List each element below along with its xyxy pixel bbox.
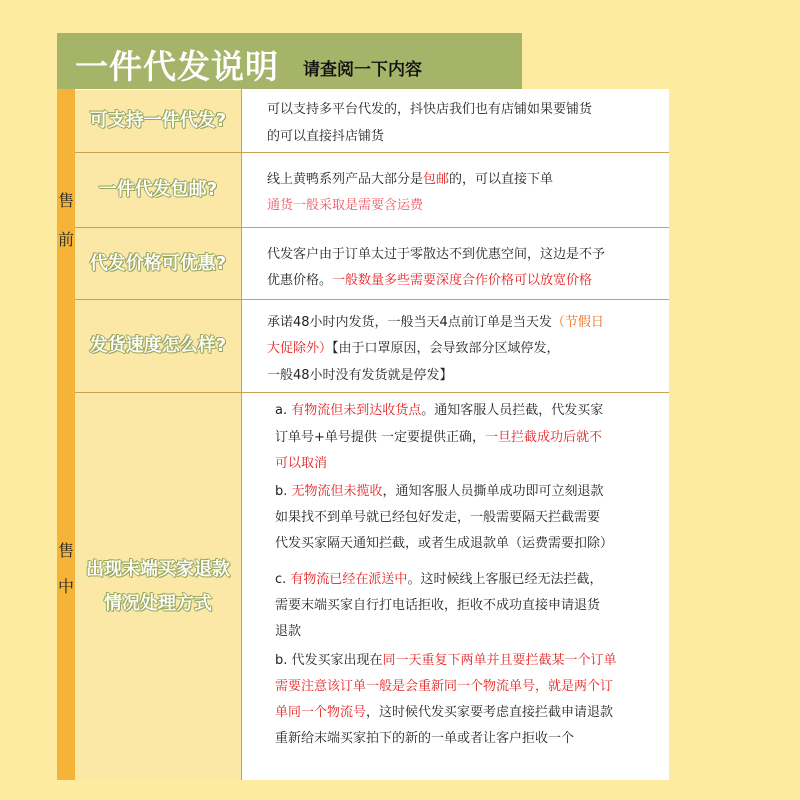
highlighted-text: 需要注意该订单一般是会重新同一个物流单号，就是两个订: [275, 679, 614, 694]
answer-text: 的，可以直接下单: [449, 172, 554, 187]
answer-text: ，这时候代发买家要考虑直接拦截申请退款: [366, 705, 614, 720]
row-divider: [75, 299, 669, 300]
highlighted-text: （节假日: [551, 315, 604, 330]
answer-text: 退款: [275, 624, 302, 639]
answer-text: 可以支持多平台代发的，抖快店我们也有店铺如果要铺货: [267, 102, 593, 117]
answer-text: c.: [275, 572, 291, 587]
highlighted-text: 一旦拦截成功后就不: [485, 430, 603, 445]
question-text: 情况处理方式: [104, 592, 212, 614]
answer-line: [267, 363, 453, 389]
question-text: 一件代发包邮?: [98, 179, 218, 200]
question-text: 可支持一件代发?: [89, 110, 227, 131]
highlighted-text: 大促除外）: [267, 341, 333, 356]
question-text: 发货速度怎么样?: [89, 335, 227, 356]
answer-text: 。通知客服人员拦截，代发买家: [421, 403, 604, 418]
answer-line: [267, 310, 604, 336]
answer-line: [275, 531, 613, 557]
answer-line: [275, 398, 603, 424]
highlighted-text: 同一天重复下两单并且要拦截某一个订单: [382, 653, 617, 668]
answer-text: a.: [275, 403, 292, 418]
question-cell: [75, 300, 241, 392]
answer-text: 订单号+单号提供 一定要提供正确，: [275, 430, 486, 445]
answer-text: 需要末端买家自行打电话拒收，拒收不成功直接申请退货: [275, 598, 601, 613]
title-banner: [57, 33, 522, 89]
answer-text: 【由于口罩原因，会导致部分区域停发，: [332, 341, 560, 356]
row-divider: [75, 152, 669, 153]
answer-text: b.: [275, 484, 292, 499]
side-label-presale-1: 售: [57, 191, 74, 210]
page-subtitle: 请查阅一下内容: [303, 60, 422, 80]
answer-line: [267, 167, 553, 193]
answer-line: [267, 242, 605, 268]
answer-text: b. 代发买家出现在: [275, 653, 383, 668]
highlighted-text: 无物流但未揽收: [291, 484, 383, 499]
answer-line: [275, 648, 617, 674]
answer-line: [275, 700, 613, 726]
answer-line: [275, 567, 602, 593]
question-cell: [75, 153, 241, 227]
answer-text: 。这时候线上客服已经无法拦截，: [407, 572, 603, 587]
answer-line: [275, 505, 600, 531]
answer-text: 线上黄鸭系列产品大部分是: [267, 172, 424, 187]
answer-line: [275, 674, 613, 700]
answer-line: [267, 193, 423, 219]
answer-line: [275, 726, 574, 752]
highlighted-text: 包邮: [423, 172, 450, 187]
answer-line: [275, 619, 301, 645]
side-label-insale-2: 中: [57, 577, 74, 596]
answer-line: [267, 268, 592, 294]
column-divider: [241, 89, 242, 780]
side-label-insale-1: 售: [57, 541, 74, 560]
page-title: 一件代发说明: [75, 47, 279, 86]
answer-text: 的可以直接抖店铺货: [267, 129, 385, 144]
highlighted-text: 通货一般采取是需要含运费: [267, 198, 424, 213]
answer-text: 承诺48小时内发货，一般当天4点前订单是当天发: [267, 315, 552, 330]
question-text: 代发价格可优惠?: [89, 252, 227, 274]
answer-text: 优惠价格。: [267, 273, 333, 288]
answer-text: 一般48小时没有发货就是停发】: [267, 368, 453, 383]
answer-text: ，通知客服人员撕单成功即可立刻退款: [382, 484, 604, 499]
question-text: 出现末端买家退款: [86, 558, 230, 580]
answer-line: [275, 479, 604, 505]
answer-line: [275, 451, 327, 477]
side-label-presale-2: 前: [57, 230, 74, 249]
highlighted-text: 有物流已经在派送中: [290, 572, 408, 587]
answer-line: [267, 124, 384, 150]
row-divider: [75, 392, 669, 393]
answer-line: [275, 593, 600, 619]
question-cell: [75, 393, 241, 780]
highlighted-text: 一般数量多些需要深度合作价格可以放宽价格: [332, 273, 593, 288]
highlighted-text: 有物流但未到达收货点: [291, 403, 422, 418]
answer-text: 代发买家隔天通知拦截，或者生成退款单（运费需要扣除）: [275, 536, 614, 551]
answer-text: 如果找不到单号就已经包好发走，一般需要隔天拦截需要: [275, 510, 601, 525]
question-cell: [75, 90, 241, 152]
answer-line: [267, 97, 592, 123]
highlighted-text: 可以取消: [275, 456, 328, 471]
answer-line: [267, 336, 560, 362]
answer-text: 重新给末端买家拍下的新的一单或者让客户拒收一个: [275, 731, 575, 746]
answer-line: [275, 425, 602, 451]
highlighted-text: 单同一个物流号: [275, 705, 367, 720]
row-divider: [75, 227, 669, 228]
answer-text: 代发客户由于订单太过于零散达不到优惠空间，这边是不予: [267, 247, 606, 262]
question-cell: [75, 228, 241, 299]
